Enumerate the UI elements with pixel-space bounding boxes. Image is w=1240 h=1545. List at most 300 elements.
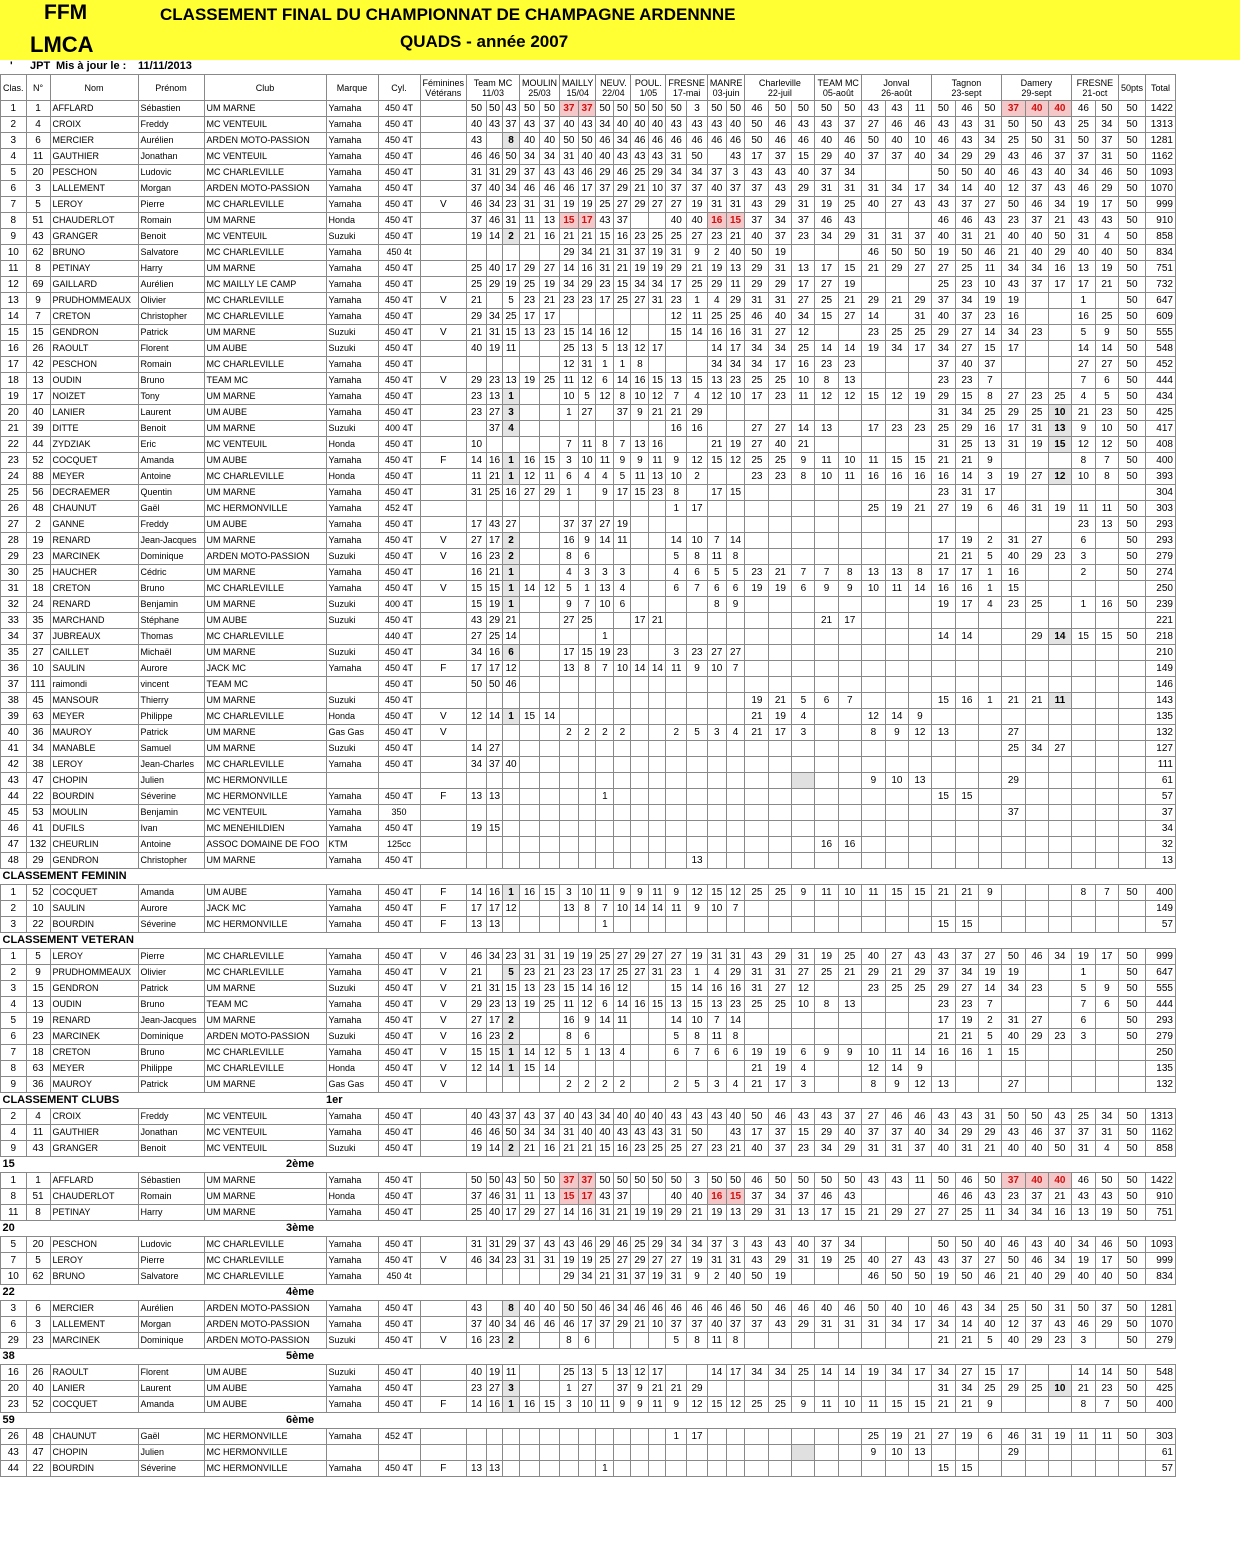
score-cell: 50 [631,101,649,117]
score-cell: 21 [955,1029,978,1045]
score-cell: 23 [931,997,955,1013]
score-cell: 29 [838,1141,861,1157]
lastname-cell: CROIX [50,117,138,133]
score-cell: 19 [649,1205,666,1221]
score-cell [614,757,631,773]
total-cell: 910 [1145,1189,1175,1205]
rank-cell: 37 [1,677,27,693]
score-cell: 10 [861,1045,885,1061]
score-cell [908,837,931,853]
score-cell: 2 [503,1333,520,1349]
score-cell: 40 [487,1205,503,1221]
score-cell: 10 [649,1317,666,1333]
score-cell [596,1029,614,1045]
score-cell: 11 [1071,1429,1095,1445]
score-cell: 9 [631,1397,649,1413]
brand-cell: Suzuki [326,693,378,709]
club-cell: MC HERMONVILLE [204,1461,326,1477]
score-cell: 4 [560,565,579,581]
category-cell [420,613,467,629]
cyl-cell: 450 4T [378,325,420,341]
score-cell [560,1445,579,1461]
table-row [1,309,1176,325]
score-cell: 17 [1001,1365,1025,1381]
score-cell: 12 [1095,437,1118,453]
brand-cell [326,677,378,693]
bonus-cell: 50 [1118,1029,1145,1045]
score-cell: 23 [1048,1029,1071,1045]
score-cell: 50 [1025,117,1048,133]
score-cell [1001,853,1025,869]
score-cell: 21 [1001,245,1025,261]
score-cell [687,613,708,629]
score-cell [1001,885,1025,901]
cyl-cell: 450 4t [378,1269,420,1285]
score-cell: 21 [520,229,540,245]
score-cell [503,1461,520,1477]
score-cell: 19 [1095,1205,1118,1221]
cyl-cell: 450 4T [378,1365,420,1381]
number-cell: 42 [26,357,50,373]
score-cell [908,1013,931,1029]
total-cell: 274 [1145,565,1175,581]
total-cell: 303 [1145,501,1175,517]
score-cell: 50 [1095,101,1118,117]
score-cell [540,565,560,581]
score-cell [560,821,579,837]
score-cell: 40 [838,1125,861,1141]
score-cell: 7 [1095,885,1118,901]
score-cell: 8 [560,549,579,565]
lastname-cell: CHOPIN [50,1445,138,1461]
score-cell: 37 [1001,1173,1025,1189]
score-cell: 11 [978,1205,1001,1221]
score-cell: 16 [540,229,560,245]
firstname-cell: Bruno [138,373,204,389]
score-cell [707,709,726,725]
score-cell [540,1365,560,1381]
score-cell: 9 [861,773,885,789]
score-cell: 27 [467,1013,487,1029]
lastname-cell: MANSOUR [50,693,138,709]
score-cell [1025,1077,1048,1093]
cyl-cell: 450 4T [378,997,420,1013]
table-row [1,645,1176,661]
table-row [1,805,1176,821]
score-cell [908,485,931,501]
score-cell [540,1445,560,1461]
score-cell: 23 [861,325,885,341]
firstname-cell: Aurore [138,901,204,917]
score-cell: 34 [978,133,1001,149]
score-cell [707,1125,726,1141]
score-cell [578,693,596,709]
score-cell [815,597,838,613]
score-cell [596,741,614,757]
score-cell: 29 [467,309,487,325]
club-cell: ARDEN MOTO-PASSION [204,549,326,565]
score-cell [487,725,503,741]
score-cell: 25 [769,373,792,389]
score-cell: 25 [792,341,815,357]
score-cell: 27 [978,949,1001,965]
score-cell [520,1461,540,1477]
score-cell [560,309,579,325]
score-cell [520,1445,540,1461]
score-cell: 17 [487,1013,503,1029]
score-cell: 40 [707,1317,726,1333]
score-cell: 31 [769,1205,792,1221]
rank-cell: 2 [1,1109,27,1125]
score-cell: 16 [1001,565,1025,581]
score-cell: 8 [503,1301,520,1317]
club-cell: ASSOC DOMAINE DE FOO [204,837,326,853]
score-cell: 37 [467,1189,487,1205]
score-cell: 9 [978,885,1001,901]
bonus-cell: 50 [1118,277,1145,293]
score-cell: 37 [487,757,503,773]
score-cell: 37 [1001,805,1025,821]
score-cell: 46 [1025,149,1048,165]
score-cell [769,597,792,613]
score-cell: 40 [467,1109,487,1125]
score-cell: 13 [614,1365,631,1381]
score-cell: 6 [1071,1013,1095,1029]
bonus-cell: 50 [1118,437,1145,453]
score-cell: 13 [540,213,560,229]
score-cell [687,1445,708,1461]
category-cell [420,405,467,421]
bonus-cell: 50 [1118,629,1145,645]
score-cell [520,1269,540,1285]
score-cell [885,1333,908,1349]
score-cell: 17 [560,645,579,661]
score-cell: 34 [487,309,503,325]
score-cell [1025,1461,1048,1477]
score-cell: 1 [578,581,596,597]
score-cell: 15 [487,821,503,837]
score-cell [885,1029,908,1045]
score-cell: 50 [707,101,726,117]
category-cell: V [420,949,467,965]
score-cell: 29 [792,181,815,197]
score-cell [1095,757,1118,773]
firstname-cell: Gaël [138,1429,204,1445]
score-cell [726,421,745,437]
brand-cell: Suzuki [326,325,378,341]
score-cell [885,405,908,421]
total-cell: 34 [1145,821,1175,837]
score-cell [885,1381,908,1397]
score-cell: 12 [1071,437,1095,453]
score-cell [649,773,666,789]
score-cell: 3 [726,165,745,181]
score-cell [745,1013,769,1029]
cyl-cell: 452 4T [378,1429,420,1445]
cyl-cell: 450 4T [378,645,420,661]
cyl-cell: 450 4T [378,981,420,997]
score-cell: 21 [649,613,666,629]
category-cell [420,165,467,181]
score-cell: 23 [596,277,614,293]
score-cell: 14 [978,325,1001,341]
score-cell: 31 [931,405,955,421]
number-cell: 3 [26,1317,50,1333]
score-cell [885,533,908,549]
score-cell [631,741,649,757]
firstname-cell: Amanda [138,453,204,469]
score-cell [614,805,631,821]
score-cell: 8 [631,357,649,373]
score-cell [885,1461,908,1477]
score-cell [815,709,838,725]
score-cell: 9 [792,1397,815,1413]
cyl-cell: 450 4T [378,789,420,805]
score-cell: 25 [745,997,769,1013]
score-cell: 12 [540,1045,560,1061]
score-cell: 43 [769,165,792,181]
score-cell: 40 [540,133,560,149]
score-cell [838,853,861,869]
score-cell: 31 [614,1269,631,1285]
score-cell: 5 [578,389,596,405]
score-cell: 37 [792,213,815,229]
score-cell: 25 [467,1205,487,1221]
score-cell: 43 [560,1237,579,1253]
score-cell [1025,757,1048,773]
score-cell [726,741,745,757]
score-cell: 9 [815,581,838,597]
score-cell: 29 [861,293,885,309]
score-cell: 14 [487,709,503,725]
score-cell: 13 [540,1189,560,1205]
score-cell: 43 [1071,1189,1095,1205]
score-cell [596,773,614,789]
score-cell [614,837,631,853]
score-cell: 21 [955,549,978,565]
score-cell [707,805,726,821]
score-cell [520,789,540,805]
score-cell: 5 [1095,389,1118,405]
score-cell [769,549,792,565]
number-cell: 52 [26,1397,50,1413]
score-cell: 3 [560,885,579,901]
club-rank: 5ème [286,1350,315,1362]
score-cell: 31 [1095,149,1118,165]
score-cell: 21 [931,885,955,901]
score-cell: 13 [931,1077,955,1093]
total-cell: 111 [1145,757,1175,773]
score-cell: 34 [931,1317,955,1333]
score-cell: 17 [769,725,792,741]
score-cell: 12 [540,581,560,597]
score-cell: 43 [707,1109,726,1125]
score-cell: 16 [560,533,579,549]
number-cell: 40 [26,405,50,421]
club-cell: UM MARNE [204,597,326,613]
score-cell: 34 [578,245,596,261]
score-cell: 11 [792,389,815,405]
score-cell: 14 [726,533,745,549]
score-cell: 23 [707,1141,726,1157]
lastname-cell: LEROY [50,757,138,773]
score-cell [908,517,931,533]
score-cell: 27 [1048,741,1071,757]
score-cell: 15 [687,373,708,389]
score-cell: 34 [931,341,955,357]
score-cell: 43 [1025,1237,1048,1253]
score-cell: 19 [1071,949,1095,965]
score-cell: 37 [769,1141,792,1157]
rank-cell: 6 [1,1317,27,1333]
score-cell [560,1461,579,1477]
rank-cell: 14 [1,309,27,325]
score-cell [978,805,1001,821]
lastname-cell: CROIX [50,1109,138,1125]
category-cell [420,693,467,709]
score-cell: 46 [1001,165,1025,181]
score-cell: 19 [815,197,838,213]
score-cell: 19 [467,821,487,837]
score-cell: 8 [503,133,520,149]
score-cell [487,837,503,853]
score-cell: 10 [838,1397,861,1413]
score-cell [726,1445,745,1461]
brand-cell: Yamaha [326,101,378,117]
score-cell: 21 [578,229,596,245]
score-cell: 15 [885,885,908,901]
score-cell: 50 [467,101,487,117]
score-cell: 13 [467,789,487,805]
score-cell: 25 [908,981,931,997]
score-cell: 19 [1025,437,1048,453]
cyl-cell: 450 4T [378,901,420,917]
score-cell [687,629,708,645]
firstname-cell: Olivier [138,965,204,981]
score-cell: 19 [955,1429,978,1445]
score-cell: 31 [1071,229,1095,245]
score-cell [707,917,726,933]
score-cell: 6 [978,1429,1001,1445]
score-cell: 16 [931,581,955,597]
score-cell: 34 [687,165,708,181]
score-cell [614,741,631,757]
cyl-cell: 400 4T [378,421,420,437]
lastname-cell: LALLEMENT [50,1317,138,1333]
score-cell: 50 [838,1173,861,1189]
score-cell: 31 [815,181,838,197]
score-cell [1001,485,1025,501]
score-cell: 13 [815,421,838,437]
score-cell: 31 [978,117,1001,133]
score-cell [838,1461,861,1477]
score-cell: 6 [560,469,579,485]
score-cell: 37 [560,517,579,533]
score-cell [1095,645,1118,661]
score-cell [1095,1445,1118,1461]
total-cell: 548 [1145,341,1175,357]
brand-cell: Yamaha [326,1109,378,1125]
score-cell: 37 [792,1189,815,1205]
score-cell: 1 [614,357,631,373]
rank-cell: 43 [1,773,27,789]
score-cell: 31 [861,181,885,197]
score-cell [1048,901,1071,917]
score-cell: 40 [649,1109,666,1125]
score-cell [614,677,631,693]
score-cell: 50 [666,1173,687,1189]
score-cell: 8 [560,1333,579,1349]
score-cell [687,597,708,613]
club-cell: MC MENEHILDIEN [204,821,326,837]
score-cell: 19 [649,1269,666,1285]
score-cell [861,677,885,693]
score-cell: 19 [467,229,487,245]
score-cell: 12 [578,373,596,389]
rank-cell: 1 [1,885,27,901]
score-cell: 46 [908,1109,931,1125]
firstname-cell: Jonathan [138,149,204,165]
table-row [1,1253,1176,1269]
score-cell: 37 [885,149,908,165]
category-cell [420,245,467,261]
score-cell: 23 [467,1381,487,1397]
score-cell: 50 [560,1301,579,1317]
total-cell: 444 [1145,997,1175,1013]
bonus-cell: 50 [1118,1237,1145,1253]
category-cell: V [420,549,467,565]
score-cell [631,1045,649,1061]
bonus-cell [1118,613,1145,629]
lastname-cell: LANIER [50,1381,138,1397]
score-cell: 17 [955,565,978,581]
lastname-cell: PRUDHOMMEAUX [50,965,138,981]
score-cell: 19 [1001,469,1025,485]
score-cell: 16 [726,981,745,997]
score-cell: 14 [687,981,708,997]
score-cell [520,837,540,853]
lastname-cell: RAOULT [50,341,138,357]
score-cell: 37 [815,1237,838,1253]
total-cell: 400 [1145,453,1175,469]
score-cell: 46 [649,133,666,149]
score-cell: 37 [631,245,649,261]
score-cell [861,901,885,917]
score-cell: 11 [908,1173,931,1189]
table-row [1,1301,1176,1317]
brand-cell: Yamaha [326,149,378,165]
score-cell [631,1461,649,1477]
club-cell: MC HERMONVILLE [204,1445,326,1461]
score-cell: 19 [978,293,1001,309]
club-cell: UM MARNE [204,565,326,581]
score-cell [726,757,745,773]
score-cell [540,613,560,629]
score-cell: 15 [649,997,666,1013]
score-cell [631,533,649,549]
firstname-cell: Romain [138,1189,204,1205]
category-cell [420,421,467,437]
table-row [1,1397,1176,1413]
number-cell: 1 [26,101,50,117]
score-cell [885,549,908,565]
score-cell [792,245,815,261]
score-cell: 15 [726,485,745,501]
score-cell: 37 [1095,1301,1118,1317]
score-cell: 40 [745,1141,769,1157]
score-cell [931,773,955,789]
score-cell: 25 [631,165,649,181]
